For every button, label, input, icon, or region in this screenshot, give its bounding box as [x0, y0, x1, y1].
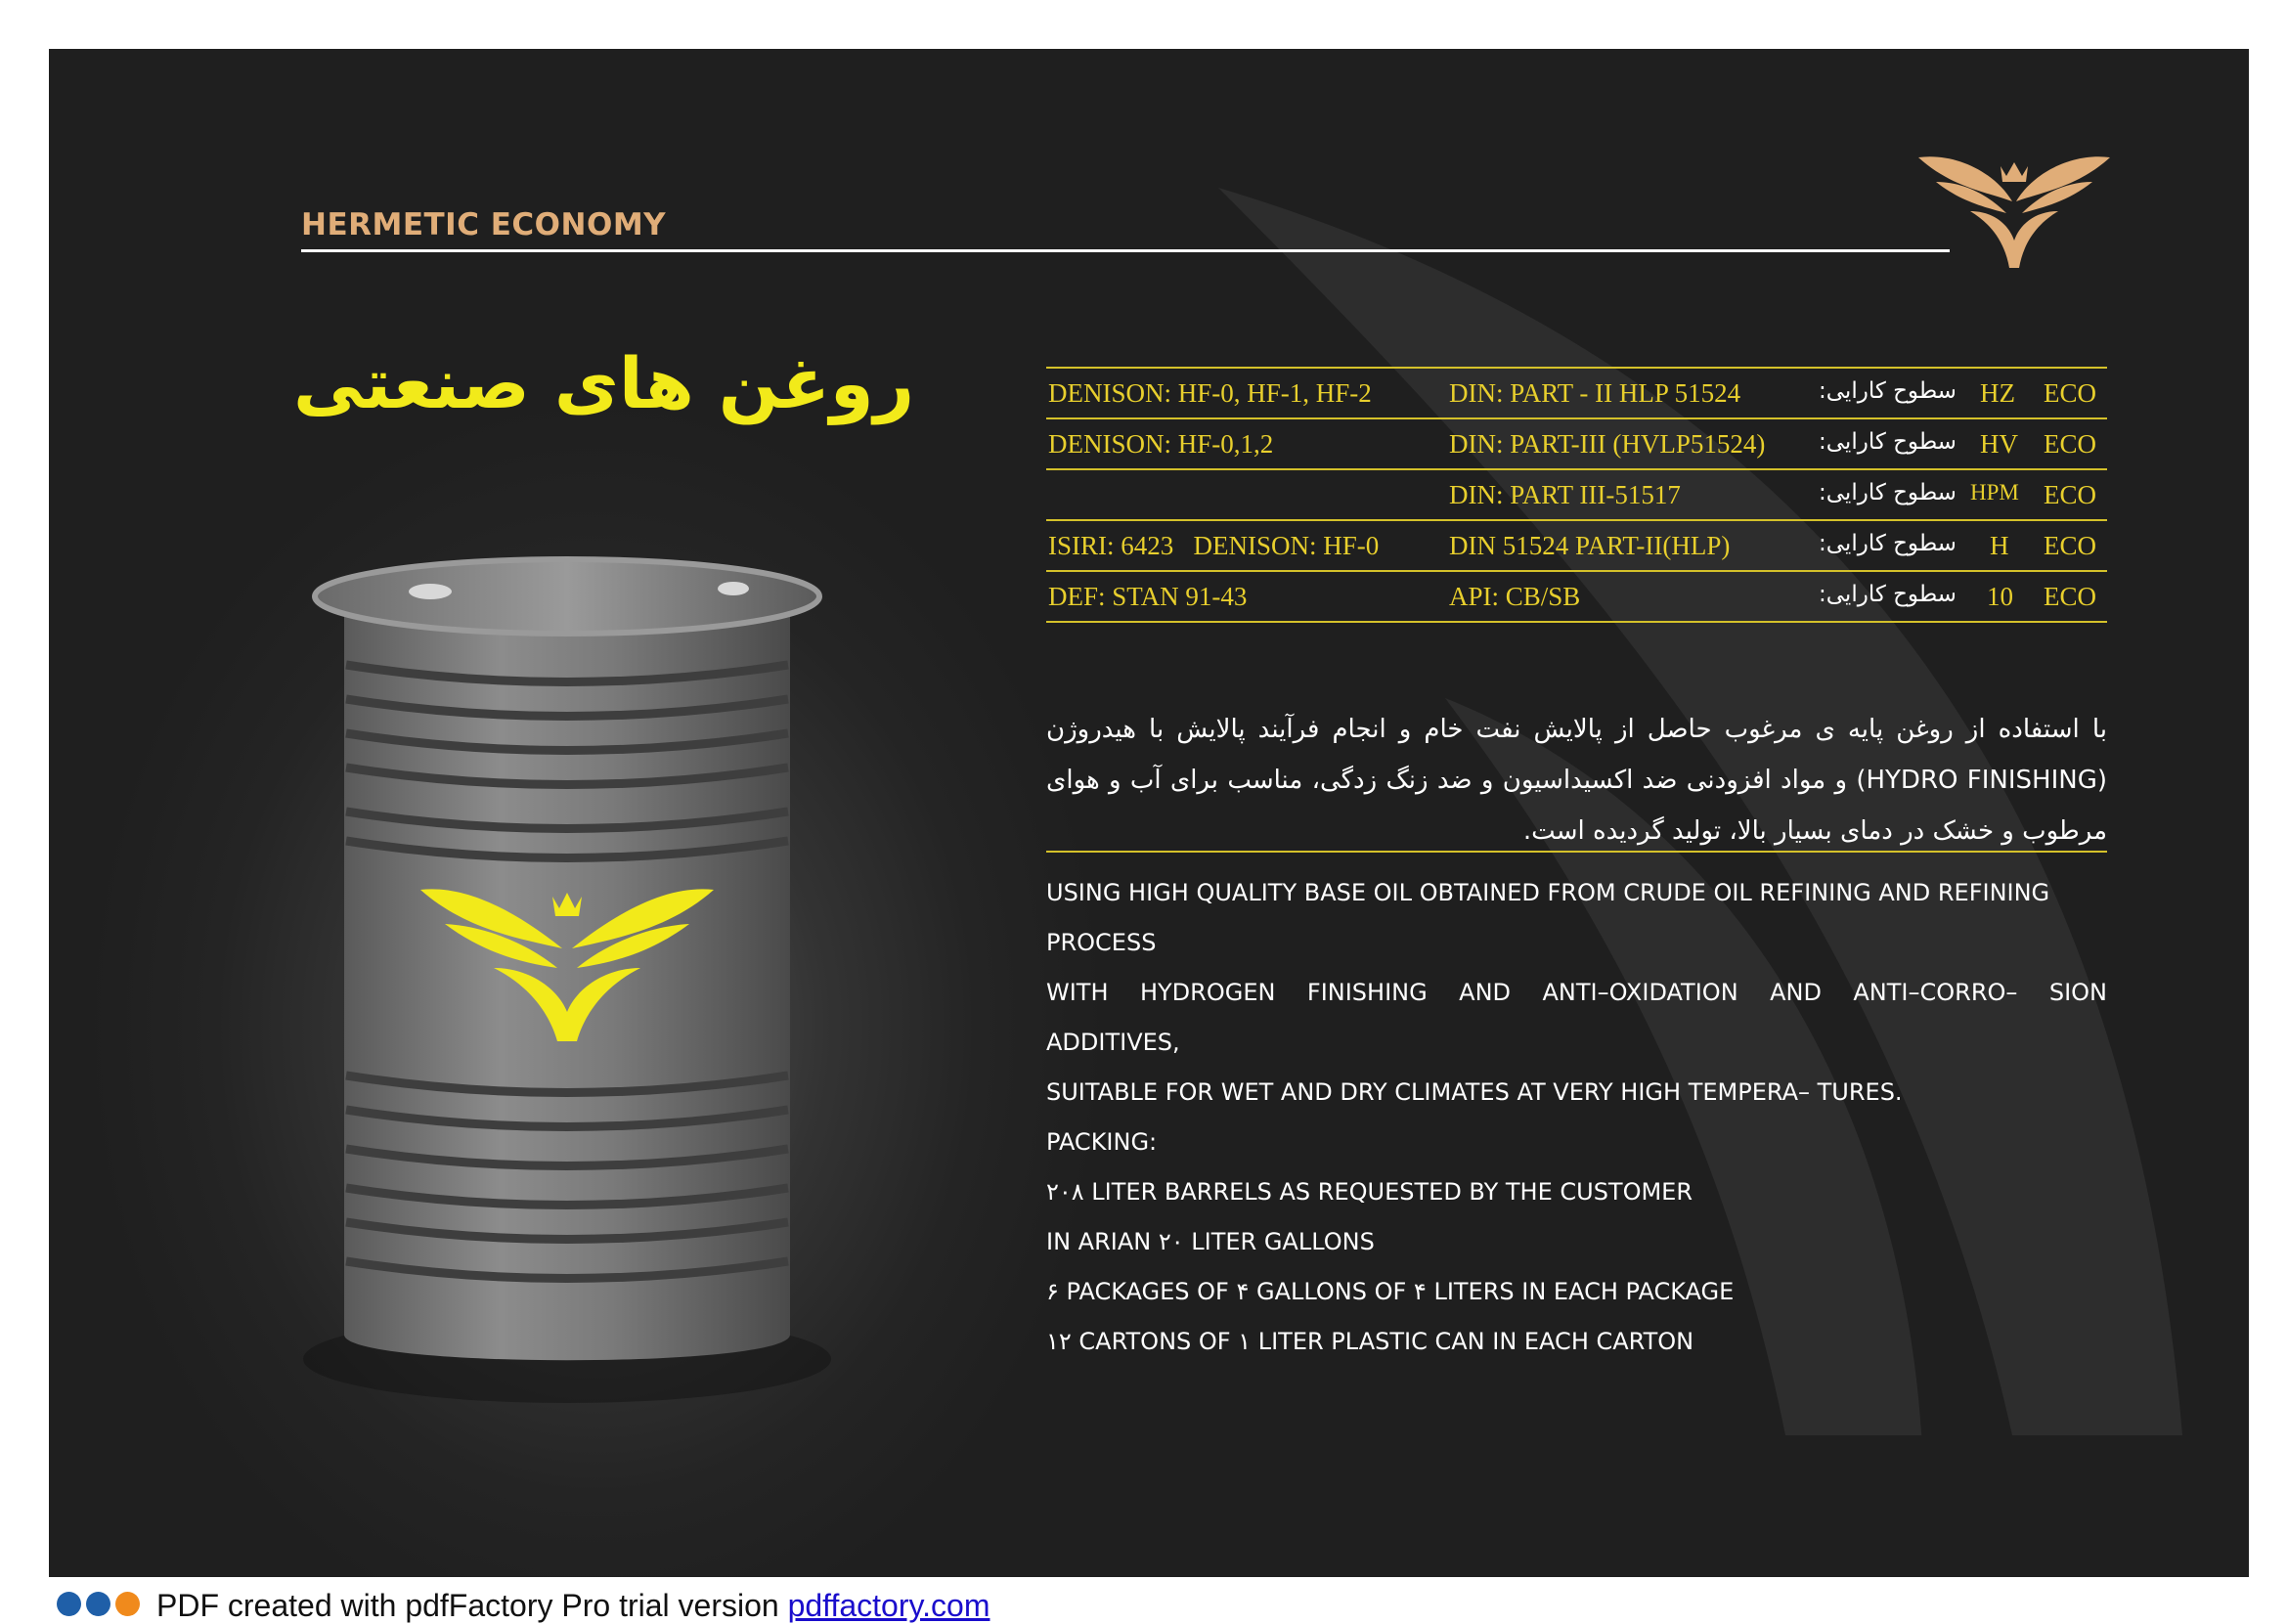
description-divider — [1046, 851, 2107, 853]
description-line: IN ARIAN ۲۰ LITER GALLONS — [1046, 1228, 1375, 1255]
header-divider — [301, 249, 1950, 252]
description-line: ۲۰۸ LITER BARRELS AS REQUESTED BY THE CUSTOMER — [1046, 1178, 1693, 1206]
description-persian: با استفاده از روغن پایه ی مرغوب حاصل از پالایش نفت خام و انجام فرآیند پالایش با هیدروژن (HYDRO FINISHING) و مواد افزودنی ضد اکسیداسیون و ضد زنگ زدگی، مناسب برای آب و هوای مرطوب و خشک در دمای بسیار بالا، تولید گردیده است. — [1046, 715, 2107, 846]
spec-series: ECO — [2044, 531, 2096, 560]
spec-code: HV — [1980, 429, 2018, 459]
spec-code: H — [1990, 531, 2009, 560]
spec-code: 10 — [1987, 582, 2013, 611]
table-row — [1046, 419, 2107, 470]
description-line: ADDITIVES, — [1046, 1029, 1180, 1056]
brochure-page — [49, 49, 2249, 1623]
brand-logo-icon — [1916, 143, 2112, 270]
spec-denison: ISIRI: 6423 DENISON: HF-0 — [1048, 531, 1380, 560]
header-title: HERMETIC ECONOMY — [301, 207, 667, 242]
spec-label: سطوح کارایی: — [1819, 429, 1957, 455]
table-row — [1046, 367, 2107, 419]
description-line: WITH HYDROGEN FINISHING AND ANTI–OXIDATION AND ANTI–CORRO– SION — [1046, 979, 2107, 1006]
description-line: PACKING: — [1046, 1128, 1158, 1156]
spec-denison: DENISON: HF-0,1,2 — [1048, 429, 1274, 459]
spec-series: ECO — [2044, 378, 2096, 408]
footer-text — [156, 1588, 990, 1624]
spec-code: HZ — [1980, 378, 2015, 408]
product-category-title: روغن های صنعتی — [293, 342, 915, 424]
description-line: PROCESS — [1046, 929, 1157, 956]
spec-label: سطوح کارایی: — [1819, 480, 1957, 505]
orange-dot-icon — [115, 1592, 140, 1616]
spec-din: API: CB/SB — [1449, 582, 1581, 611]
spec-din: DIN: PART - II HLP 51524 — [1449, 378, 1741, 408]
table-row — [1046, 521, 2107, 572]
spec-series: ECO — [2044, 429, 2096, 459]
description-line: SUITABLE FOR WET AND DRY CLIMATES AT VERY HIGH TEMPERA– TURES. — [1046, 1078, 1903, 1106]
spec-din: DIN 51524 PART-II(HLP) — [1449, 531, 1731, 560]
spec-label: سطوح کارایی: — [1819, 531, 1957, 556]
description-english — [1046, 868, 2107, 1367]
spec-denison: DEF: STAN 91-43 — [1048, 582, 1248, 611]
spec-label: سطوح کارایی: — [1819, 582, 1957, 607]
pdf-footer-watermark — [49, 1578, 1222, 1623]
description-line: ۱۲ CARTONS OF ۱ LITER PLASTIC CAN IN EACH CARTON — [1046, 1328, 1694, 1355]
footer-label: PDF created with pdfFactory Pro trial version — [156, 1588, 788, 1623]
oil-barrel-image — [284, 518, 851, 1437]
description-line: ۶ PACKAGES OF ۴ GALLONS OF ۴ LITERS IN EACH PACKAGE — [1046, 1278, 1735, 1305]
description-line: USING HIGH QUALITY BASE OIL OBTAINED FROM CRUDE OIL REFINING AND REFINING — [1046, 879, 2050, 906]
spec-series: ECO — [2044, 582, 2096, 611]
spec-series: ECO — [2044, 480, 2096, 509]
spec-din: DIN: PART-III (HVLP51524) — [1449, 429, 1766, 459]
table-row — [1046, 470, 2107, 521]
performance-levels-table — [1046, 367, 2107, 623]
spec-denison: DENISON: HF-0, HF-1, HF-2 — [1048, 378, 1372, 408]
spec-code: HPM — [1970, 480, 2019, 505]
spec-label: سطوح کارایی: — [1819, 378, 1957, 404]
pdffactory-link[interactable]: pdffactory.com — [787, 1588, 990, 1623]
blue-dot-icon — [86, 1592, 110, 1616]
blue-dot-icon — [57, 1592, 81, 1616]
table-row — [1046, 572, 2107, 623]
spec-din: DIN: PART III-51517 — [1449, 480, 1681, 509]
